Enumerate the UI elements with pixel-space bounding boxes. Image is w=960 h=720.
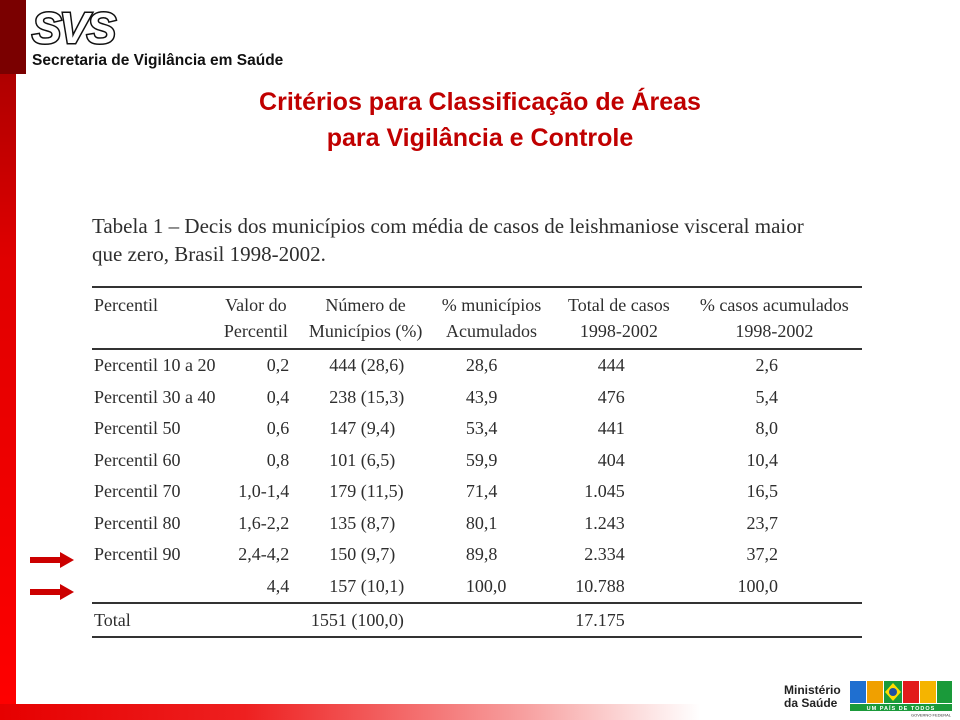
header-cell: Número de: [299, 287, 432, 318]
header-cell: Percentil: [220, 318, 299, 349]
table-cell: 1.243: [584, 512, 625, 533]
header-cell: 1998-2002: [687, 318, 862, 349]
table-figure: [92, 212, 862, 638]
table-cell: 2.334: [584, 544, 625, 565]
table-cell: 0,8: [266, 449, 290, 470]
header-cell: % casos acumulados: [687, 287, 862, 318]
table-row: [92, 413, 862, 445]
brasil-slogan: UM PAÍS DE TODOS: [866, 706, 936, 712]
bottom-red-bar: [0, 704, 700, 720]
table-cell: 1,0-1,4: [238, 481, 290, 502]
table-cell: Percentil 30 a 40: [94, 386, 216, 407]
table-cell: 2,4-4,2: [238, 544, 290, 565]
table-cell: Percentil 50: [94, 418, 181, 439]
left-red-bar-top: [0, 0, 26, 74]
table-cell: 2,6: [755, 355, 778, 376]
table-cell: 17.175: [551, 603, 687, 637]
table-cell: Total: [92, 603, 220, 637]
table-cell: 1551 (100,0): [299, 603, 432, 637]
table-caption-line1: Tabela 1 – Decis dos municípios com média de casos de leishmaniose visceral maior: [92, 214, 804, 238]
table-cell: 0,6: [266, 418, 290, 439]
table-cell: Percentil 80: [94, 512, 181, 533]
table-cell: [432, 603, 551, 637]
table-cell: 0,4: [266, 386, 290, 407]
table-cell: 441: [597, 418, 625, 439]
left-red-bar: [0, 0, 16, 720]
table-row: [92, 349, 862, 382]
table-cell: 23,7: [746, 512, 778, 533]
table-cell: 100,0: [465, 575, 507, 596]
table-header-row: [92, 287, 862, 318]
table-cell: 135 (8,7): [329, 512, 396, 533]
header-cell: 1998-2002: [551, 318, 687, 349]
table-cell: 150 (9,7): [329, 544, 396, 565]
table-row: [92, 539, 862, 571]
slide-title-line2: para Vigilância e Controle: [326, 124, 634, 152]
table-cell: 10.788: [575, 575, 625, 596]
ministry-line1: Ministério: [784, 683, 841, 697]
table-row: [92, 476, 862, 508]
header-cell: Acumulados: [432, 318, 551, 349]
table-cell: 1.045: [584, 481, 625, 502]
brasil-government-logo: [850, 677, 952, 717]
ministry-line2: da Saúde: [784, 696, 838, 710]
table-cell: 444 (28,6): [329, 355, 405, 376]
table-cell: Percentil 60: [94, 449, 181, 470]
table-cell: 404: [597, 449, 625, 470]
table-cell: 100,0: [737, 575, 778, 596]
header-cell: Percentil: [92, 287, 220, 318]
table-row: [92, 508, 862, 540]
table-caption: [92, 212, 862, 268]
table-cell: [220, 603, 299, 637]
header-cell: Municípios (%): [299, 318, 432, 349]
table-caption-line2: que zero, Brasil 1998-2002.: [92, 242, 326, 266]
svs-logo-letters: SVS: [32, 4, 115, 53]
brasil-sub: GOVERNO FEDERAL: [910, 712, 951, 717]
table-row: [92, 382, 862, 414]
table-cell: 53,4: [465, 418, 498, 439]
table-row: [92, 445, 862, 477]
table-cell: 1,6-2,2: [238, 512, 290, 533]
table-cell: 16,5: [746, 481, 778, 502]
table-cell: [687, 603, 862, 637]
slide-title-line1: Critérios para Classificação de Áreas: [259, 88, 701, 116]
table-cell: Percentil 10 a 20: [94, 355, 216, 376]
table-cell: 89,8: [465, 544, 498, 565]
table-cell: 157 (10,1): [329, 575, 405, 596]
table-cell: 28,6: [465, 355, 498, 376]
table-cell: Percentil 70: [94, 481, 181, 502]
table-cell: 238 (15,3): [329, 386, 405, 407]
table-cell: 80,1: [465, 512, 498, 533]
table-cell: 179 (11,5): [329, 481, 404, 502]
table-row: [92, 571, 862, 604]
ministry-of-health-logo: [784, 684, 841, 710]
slide-title: [100, 84, 860, 156]
table-cell: 59,9: [465, 449, 498, 470]
table-cell: 4,4: [266, 575, 290, 596]
table-cell: 444: [597, 355, 625, 376]
table-cell: 101 (6,5): [329, 449, 396, 470]
header-cell: Valor do: [220, 287, 299, 318]
table-cell: 5,4: [755, 386, 778, 407]
table-cell: 37,2: [746, 544, 778, 565]
table-cell: 43,9: [465, 386, 498, 407]
svs-logo-subtitle: Secretaria de Vigilância em Saúde: [32, 52, 284, 69]
arrow-right-icon: [30, 584, 74, 600]
table-cell: [92, 571, 220, 604]
svs-logo: [32, 6, 283, 70]
table-cell: 147 (9,4): [329, 418, 396, 439]
table-header-row: [92, 318, 862, 349]
table-cell: 71,4: [465, 481, 498, 502]
arrow-right-icon: [30, 552, 74, 568]
table-cell: 8,0: [755, 418, 778, 439]
header-cell: % municípios: [432, 287, 551, 318]
header-cell: Total de casos: [551, 287, 687, 318]
header-cell: [92, 318, 220, 349]
table-cell: Percentil 90: [94, 544, 181, 565]
table-cell: 10,4: [746, 449, 778, 470]
table-cell: 476: [597, 386, 625, 407]
table-cell: 0,2: [266, 355, 290, 376]
decile-table: [92, 286, 862, 638]
table-total-row: [92, 603, 862, 637]
